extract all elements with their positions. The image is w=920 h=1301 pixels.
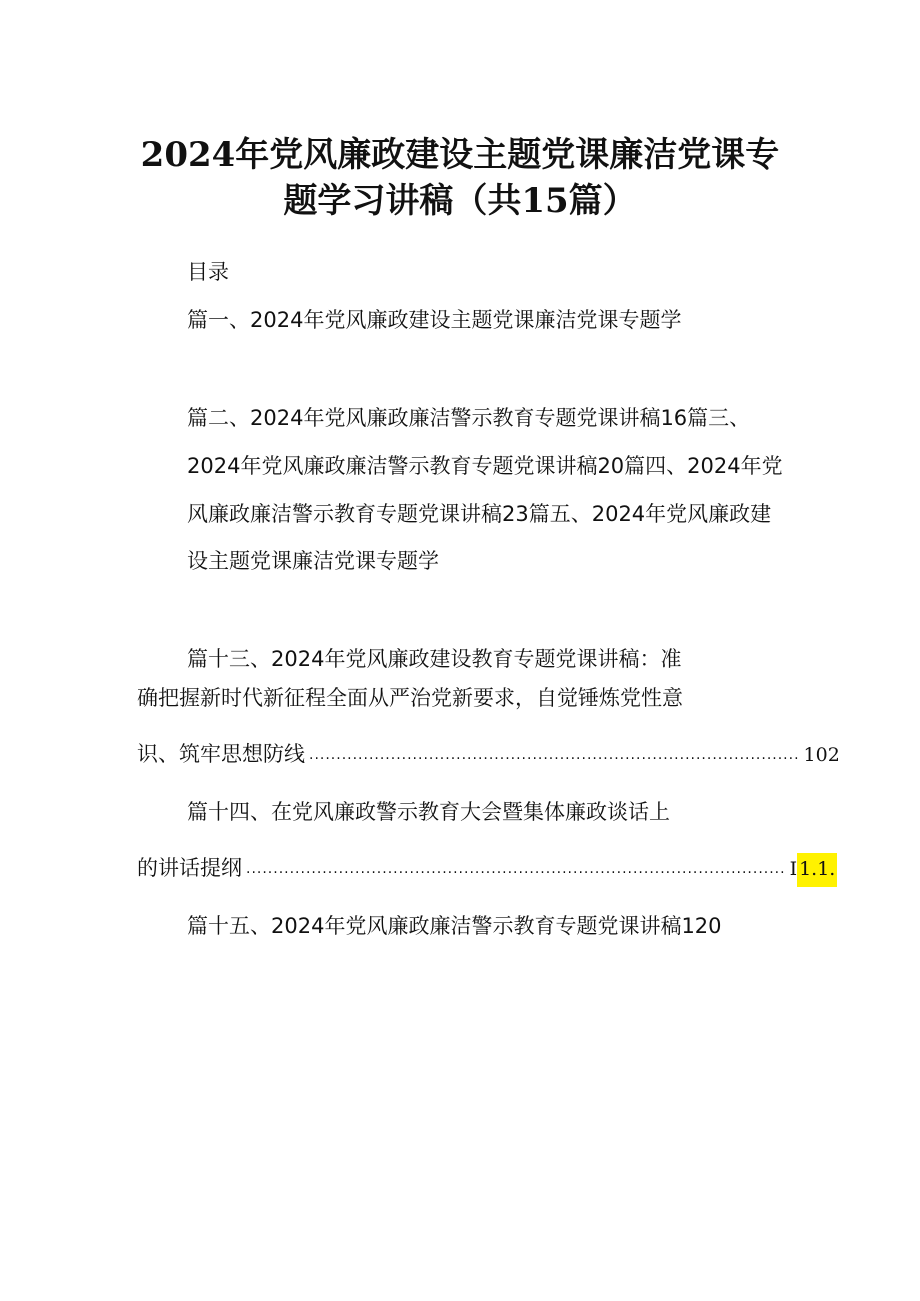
toc-entry-14-text: 的讲话提纲 bbox=[137, 856, 242, 880]
toc-page-prefix: I bbox=[789, 858, 798, 880]
highlighted-page-number: 1.1. bbox=[797, 853, 837, 887]
toc-entry-2-line-3: 风廉政廉洁警示教育专题党课讲稿23篇五、2024年党风廉政建 bbox=[187, 502, 772, 526]
toc-entry-13-line-2: 确把握新时代新征程全面从严治党新要求，自觉锤炼党性意 bbox=[137, 686, 683, 710]
toc-entry-13-line-1: 篇十三、2024年党风廉政建设教育专题党课讲稿：准 bbox=[187, 647, 682, 671]
toc-page-number: 102 bbox=[803, 744, 840, 766]
toc-entry-13-line-3 bbox=[137, 740, 840, 771]
toc-entry-15: 篇十五、2024年党风廉政廉洁警示教育专题党课讲稿120 bbox=[187, 914, 722, 938]
toc-entry-2-line-1: 篇二、2024年党风廉政廉洁警示教育专题党课讲稿16篇三、 bbox=[187, 406, 751, 430]
document-title-line-1: 2024年党风廉政建设主题党课廉洁党课专 bbox=[140, 135, 780, 175]
toc-entry-2-line-2: 2024年党风廉政廉洁警示教育专题党课讲稿20篇四、2024年党 bbox=[187, 454, 783, 478]
toc-leader-dots: ................................................................................................... bbox=[246, 861, 786, 877]
toc-entry-14-line-2 bbox=[137, 853, 836, 887]
toc-entry-14-line-1: 篇十四、在党风廉政警示教育大会暨集体廉政谈话上 bbox=[187, 800, 670, 824]
toc-leader-dots: .......................................................................................... bbox=[309, 747, 800, 763]
toc-entry-13-text: 识、筑牢思想防线 bbox=[137, 742, 305, 766]
document-title-line-2: 题学习讲稿（共15篇） bbox=[283, 181, 637, 221]
toc-entry-2-line-4: 设主题党课廉洁党课专题学 bbox=[187, 549, 439, 573]
toc-heading: 目录 bbox=[187, 260, 229, 284]
toc-entry-1: 篇一、2024年党风廉政建设主题党课廉洁党课专题学 bbox=[187, 308, 682, 332]
